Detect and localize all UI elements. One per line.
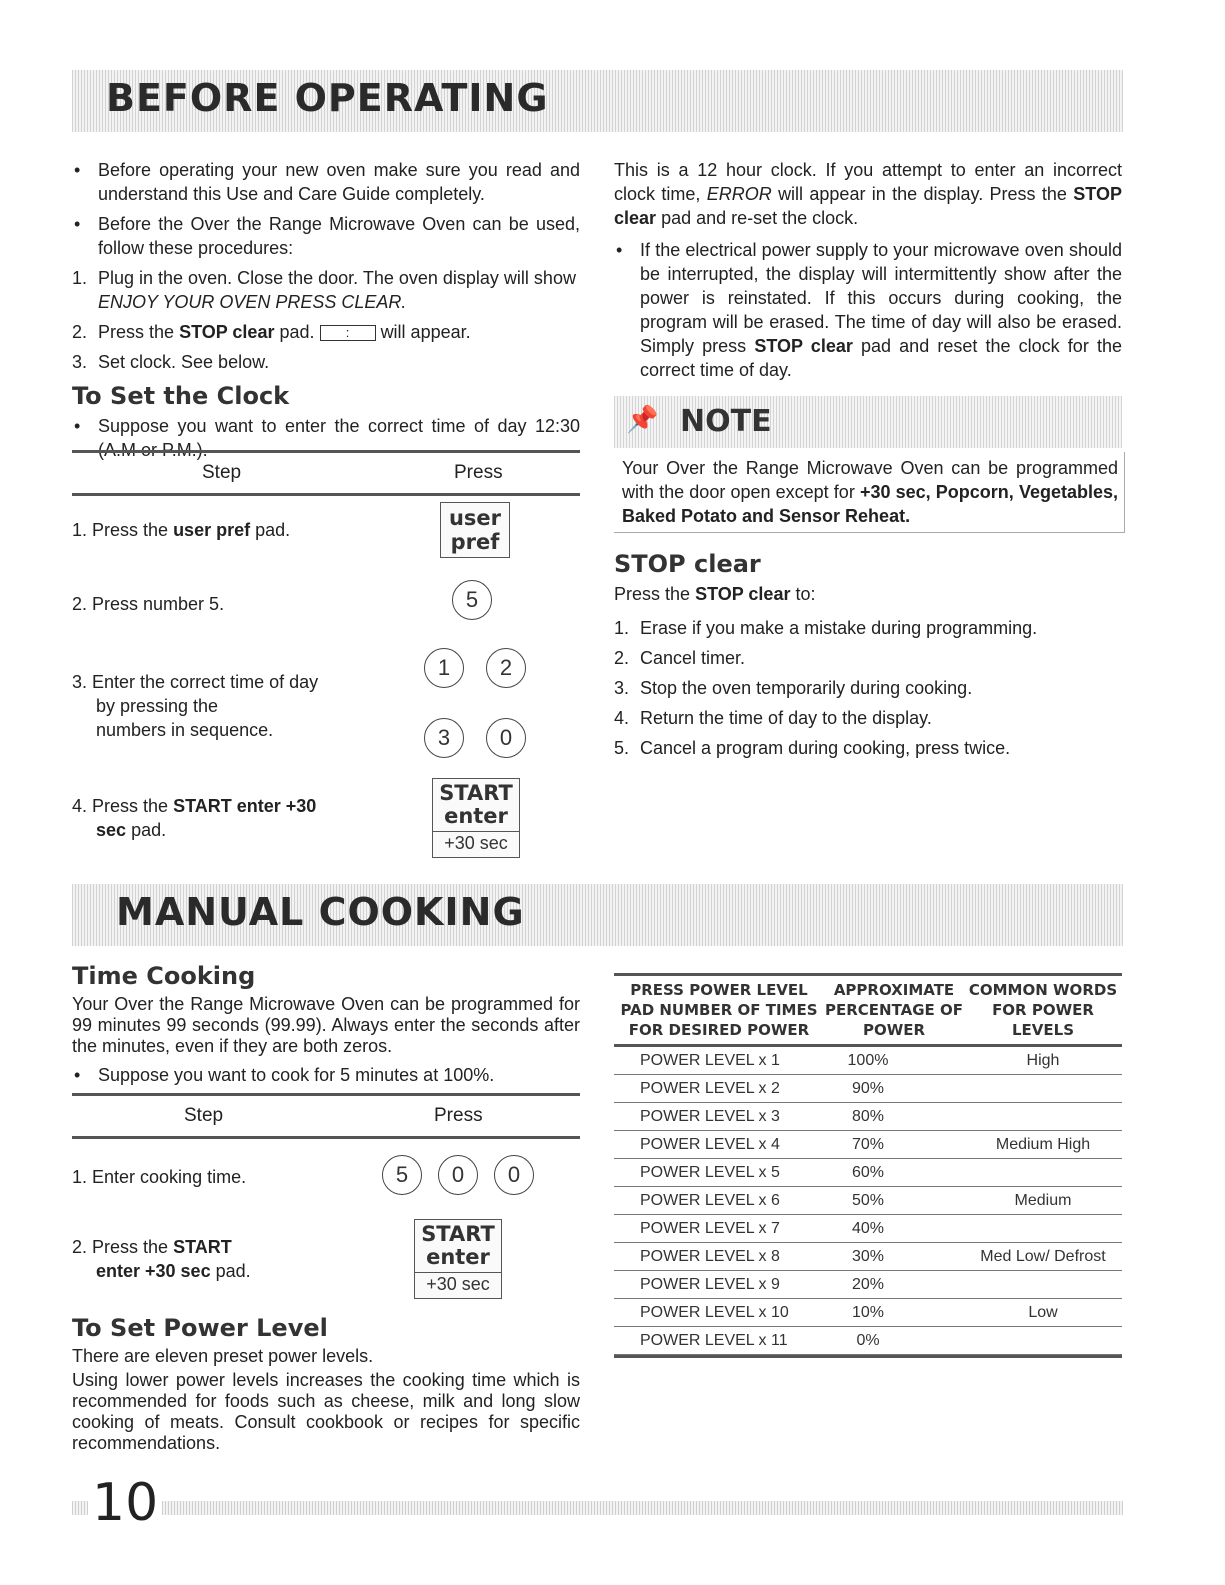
table-row: [614, 1327, 1122, 1355]
start-enter-pad: START enter +30 sec: [432, 778, 520, 858]
step-set-clock: 3. Set clock. See below.: [72, 352, 270, 372]
note-banner: [614, 396, 1122, 448]
percentage-cell: 30%: [824, 1243, 964, 1271]
number-0-key: 0: [494, 1155, 534, 1195]
percentage-cell: 40%: [824, 1215, 964, 1243]
clock-step-3: 3. Enter the correct time of day by pressing the numbers in sequence.: [72, 672, 319, 740]
cook-step-table: [72, 1093, 580, 1308]
percentage-cell: 50%: [824, 1187, 964, 1215]
note-body: Your Over the Range Microwave Oven can be programmed with the door open except for +30 sec, Popcorn, Vegetables, Baked Potato and Sensor Reheat.: [614, 452, 1125, 533]
number-0-key: 0: [486, 718, 526, 758]
table-row: [614, 1103, 1122, 1131]
pushpin-icon: 📌: [626, 404, 659, 434]
common-word-cell: [964, 1215, 1122, 1243]
table-row: [614, 1215, 1122, 1243]
stop-item: 4. Return the time of day to the display.: [614, 708, 932, 728]
bullet-before-use: • Before the Over the Range Microwave Oven can be used, follow these procedures:: [72, 212, 580, 260]
table-row: [614, 1243, 1122, 1271]
power-level-cell: POWER LEVEL x 3: [614, 1103, 824, 1131]
set-clock-heading: To Set the Clock: [72, 382, 290, 410]
before-operating-left-column: [72, 158, 580, 468]
step-press-stop: 2. Press the STOP clear pad. : will appear.: [72, 322, 471, 342]
display-indicator: :: [320, 325, 376, 341]
common-word-cell: [964, 1271, 1122, 1299]
power-level-cell: POWER LEVEL x 4: [614, 1131, 824, 1159]
clock-step-4: 4. Press the START enter +30 sec pad.: [72, 796, 317, 840]
power-level-cell: POWER LEVEL x 1: [614, 1046, 824, 1075]
clock-info-paragraph: This is a 12 hour clock. If you attempt to enter an incorrect clock time, ERROR will appear in the display. Press the STOP clear pad and re-set the clock.: [614, 160, 1122, 228]
table-row: [614, 1299, 1122, 1327]
bullet-read-guide: • Before operating your new oven make sure you read and understand this Use and Care Guide completely.: [72, 158, 580, 206]
number-5-key: 5: [382, 1155, 422, 1195]
col-press-header: Press: [434, 1105, 483, 1126]
note-title: NOTE: [680, 404, 772, 439]
page-footer: [72, 1475, 1123, 1535]
table-row: [614, 1271, 1122, 1299]
power-level-rows: [614, 1046, 1122, 1355]
power-level-cell: POWER LEVEL x 7: [614, 1215, 824, 1243]
cook-step-2: 2. Press the START enter +30 sec pad.: [72, 1237, 251, 1281]
stop-item: 2. Cancel timer.: [614, 648, 746, 668]
power-level-cell: POWER LEVEL x 2: [614, 1075, 824, 1103]
power-level-cell: POWER LEVEL x 10: [614, 1299, 824, 1327]
power-level-table: [614, 973, 1122, 1358]
power-level-cell: POWER LEVEL x 9: [614, 1271, 824, 1299]
power-level-cell: POWER LEVEL x 8: [614, 1243, 824, 1271]
percentage-cell: 80%: [824, 1103, 964, 1131]
common-word-cell: Medium High: [964, 1131, 1122, 1159]
col-step-header: Step: [184, 1105, 224, 1126]
before-operating-banner: [72, 70, 1123, 132]
before-operating-right-column: [614, 158, 1122, 388]
number-5-key: 5: [452, 580, 492, 620]
bullet-clock-example: • Suppose you want to enter the correct time of day 12:30: [72, 414, 580, 462]
number-3-key: 3: [424, 718, 464, 758]
number-1-key: 1: [424, 648, 464, 688]
user-pref-pad: user pref: [440, 502, 510, 558]
stop-item: 5. Cancel a program during cooking, press twice.: [614, 738, 1011, 758]
stop-clear-heading: STOP clear: [614, 550, 761, 578]
number-2-key: 2: [486, 648, 526, 688]
clock-step-2: 2. Press number 5.: [72, 594, 225, 614]
common-word-cell: [964, 1327, 1122, 1355]
percentage-cell: 20%: [824, 1271, 964, 1299]
page-number: 10: [88, 1473, 162, 1533]
header-percentage: APPROXIMATE PERCENTAGE OF POWER: [824, 976, 964, 1046]
table-row: [614, 1187, 1122, 1215]
common-word-cell: Low: [964, 1299, 1122, 1327]
stop-clear-section: [614, 548, 1122, 766]
before-operating-title: BEFORE OPERATING: [106, 76, 549, 120]
common-word-cell: Med Low/ Defrost: [964, 1243, 1122, 1271]
start-enter-pad: START enter +30 sec: [414, 1219, 502, 1299]
cook-step-1: 1. Enter cooking time.: [72, 1167, 247, 1187]
time-cooking-paragraph: Your Over the Range Microwave Oven can be programmed for 99 minutes 99 seconds (99.99). Always enter the seconds after the minutes, even if they are both zeros.: [72, 994, 580, 1056]
common-word-cell: [964, 1103, 1122, 1131]
power-interrupt-bullet: • If the electrical power supply to your microwave oven should be interrupted, the display will intermittently show after the power is reinstated. If this occurs during cooking, the program will be erased. The time of day will also be erased. Simply press STOP clear pad and reset the clock for the correct time of day.: [614, 238, 1122, 382]
common-word-cell: High: [964, 1046, 1122, 1075]
percentage-cell: 10%: [824, 1299, 964, 1327]
time-cooking-bullet: • Suppose you want to cook for 5 minutes at 100%.: [72, 1063, 580, 1087]
common-word-cell: Medium: [964, 1187, 1122, 1215]
manual-cooking-title: MANUAL COOKING: [116, 890, 525, 934]
power-level-paragraph: Using lower power levels increases the cooking time which is recommended for foods such as cheese, milk and long slow cooking of meats. Consult cookbook or recipes for specific recommendations.: [72, 1370, 580, 1453]
header-press-power: PRESS POWER LEVEL PAD NUMBER OF TIMES FOR DESIRED POWER: [614, 976, 824, 1046]
clock-step-table: [72, 450, 580, 865]
stop-clear-intro: Press the STOP clear to:: [614, 584, 816, 604]
header-common-words: COMMON WORDS FOR POWER LEVELS: [964, 976, 1122, 1046]
time-cooking-heading: Time Cooking: [72, 962, 256, 990]
power-level-cell: POWER LEVEL x 6: [614, 1187, 824, 1215]
percentage-cell: 60%: [824, 1159, 964, 1187]
table-row: [614, 1046, 1122, 1075]
table-row: [614, 1159, 1122, 1187]
percentage-cell: 0%: [824, 1327, 964, 1355]
power-level-cell: POWER LEVEL x 11: [614, 1327, 824, 1355]
number-0-key: 0: [438, 1155, 478, 1195]
time-cooking-section: [72, 960, 580, 1093]
percentage-cell: 70%: [824, 1131, 964, 1159]
percentage-cell: 90%: [824, 1075, 964, 1103]
step-plug-in: 1. Plug in the oven. Close the door. The oven display will show ENJOY YOUR OVEN PRESS CLEAR.: [72, 268, 576, 312]
power-level-intro: There are eleven preset power levels.: [72, 1346, 374, 1366]
clock-step-1: 1. Press the user pref pad.: [72, 520, 291, 540]
percentage-cell: 100%: [824, 1046, 964, 1075]
power-level-cell: POWER LEVEL x 5: [614, 1159, 824, 1187]
col-step-header: Step: [202, 462, 242, 483]
table-row: [614, 1075, 1122, 1103]
stop-item: 3. Stop the oven temporarily during cooking.: [614, 678, 973, 698]
stop-item: 1. Erase if you make a mistake during programming.: [614, 618, 1038, 638]
power-level-heading: To Set Power Level: [72, 1314, 328, 1342]
common-word-cell: [964, 1075, 1122, 1103]
table-row: [614, 1131, 1122, 1159]
manual-cooking-banner: [72, 884, 1123, 946]
col-press-header: Press: [454, 462, 503, 483]
common-word-cell: [964, 1159, 1122, 1187]
power-level-section: [72, 1312, 580, 1460]
